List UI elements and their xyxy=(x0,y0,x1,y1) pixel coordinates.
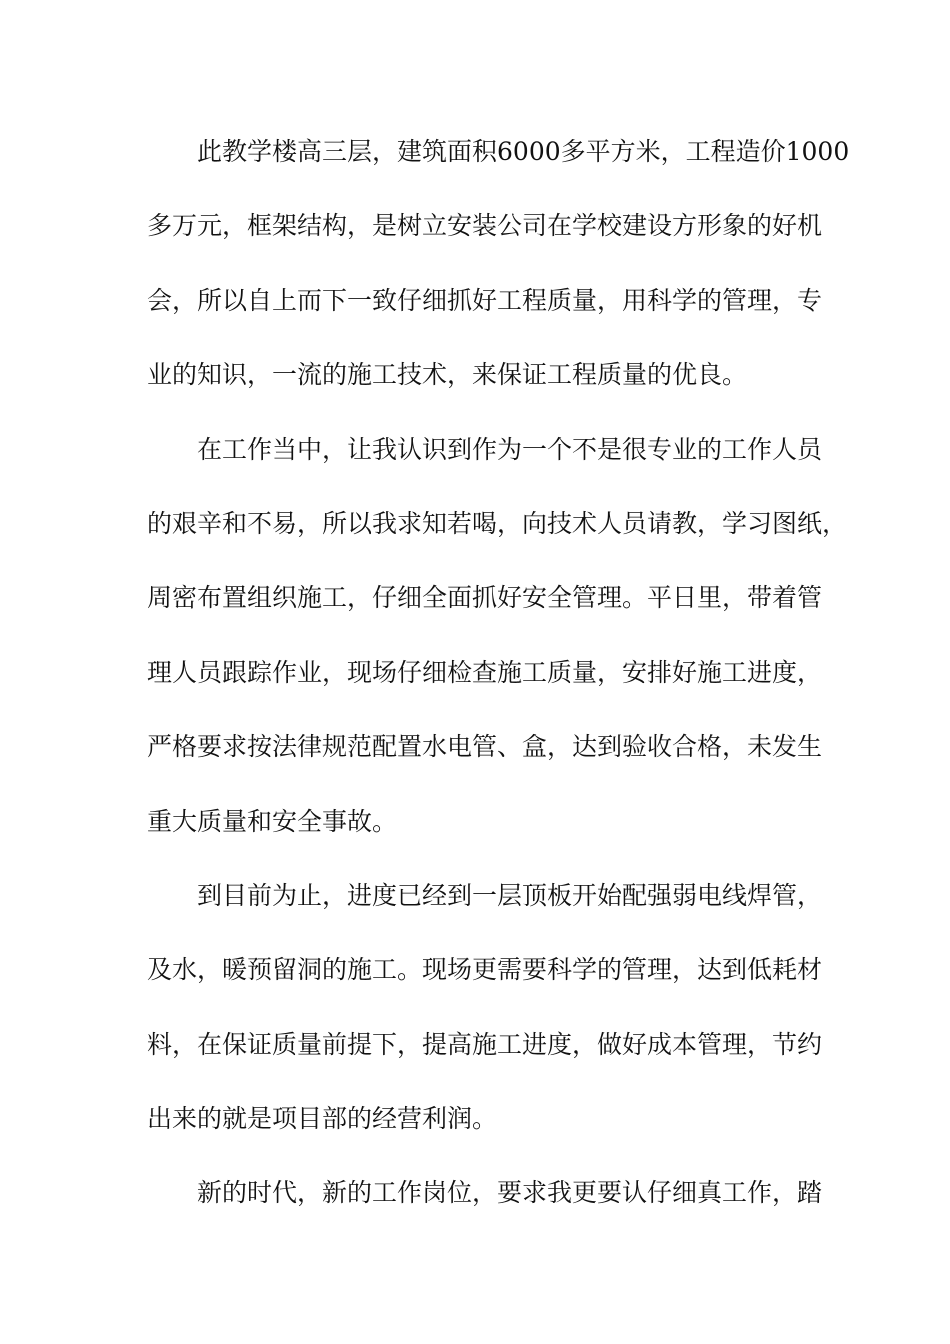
text-line: 重大质量和安全事故。 xyxy=(147,806,398,836)
paragraph-1 xyxy=(147,129,850,427)
text-line: 会，所以自上而下一致仔细抓好工程质量，用科学的管理，专 xyxy=(147,285,823,315)
text-line: 料，在保证质量前提下，提高施工进度，做好成本管理，节约 xyxy=(147,1029,823,1059)
text-line: 此教学楼高三层，建筑面积6000多平方米，工程造价1000 xyxy=(197,137,850,166)
text-line: 及水，暖预留洞的施工。现场更需要科学的管理，达到低耗材 xyxy=(147,955,823,985)
document-body xyxy=(147,129,850,1245)
paragraph-2 xyxy=(147,427,848,873)
text-line: 业的知识，一流的施工技术，来保证工程质量的优良。 xyxy=(147,360,748,390)
text-line: 到目前为止，进度已经到一层顶板开始配强弱电线焊管， xyxy=(197,880,823,910)
text-line: 新的时代，新的工作岗位，要求我更要认仔细真工作，踏 xyxy=(197,1178,823,1208)
paragraph-3 xyxy=(147,873,823,1171)
text-line: 多万元，框架结构，是树立安装公司在学校建设方形象的好机 xyxy=(147,211,823,241)
text-line: 理人员跟踪作业，现场仔细检查施工质量，安排好施工进度， xyxy=(147,657,823,687)
paragraph-4 xyxy=(147,1170,823,1244)
text-line: 出来的就是项目部的经营利润。 xyxy=(147,1104,498,1134)
text-line: 的艰辛和不易，所以我求知若喝，向技术人员请教，学习图纸， xyxy=(147,508,848,538)
text-line: 严格要求按法律规范配置水电管、盒，达到验收合格，未发生 xyxy=(147,732,823,762)
text-line: 周密布置组织施工，仔细全面抓好安全管理。平日里，带着管 xyxy=(147,583,823,613)
text-line: 在工作当中，让我认识到作为一个不是很专业的工作人员 xyxy=(197,434,823,464)
